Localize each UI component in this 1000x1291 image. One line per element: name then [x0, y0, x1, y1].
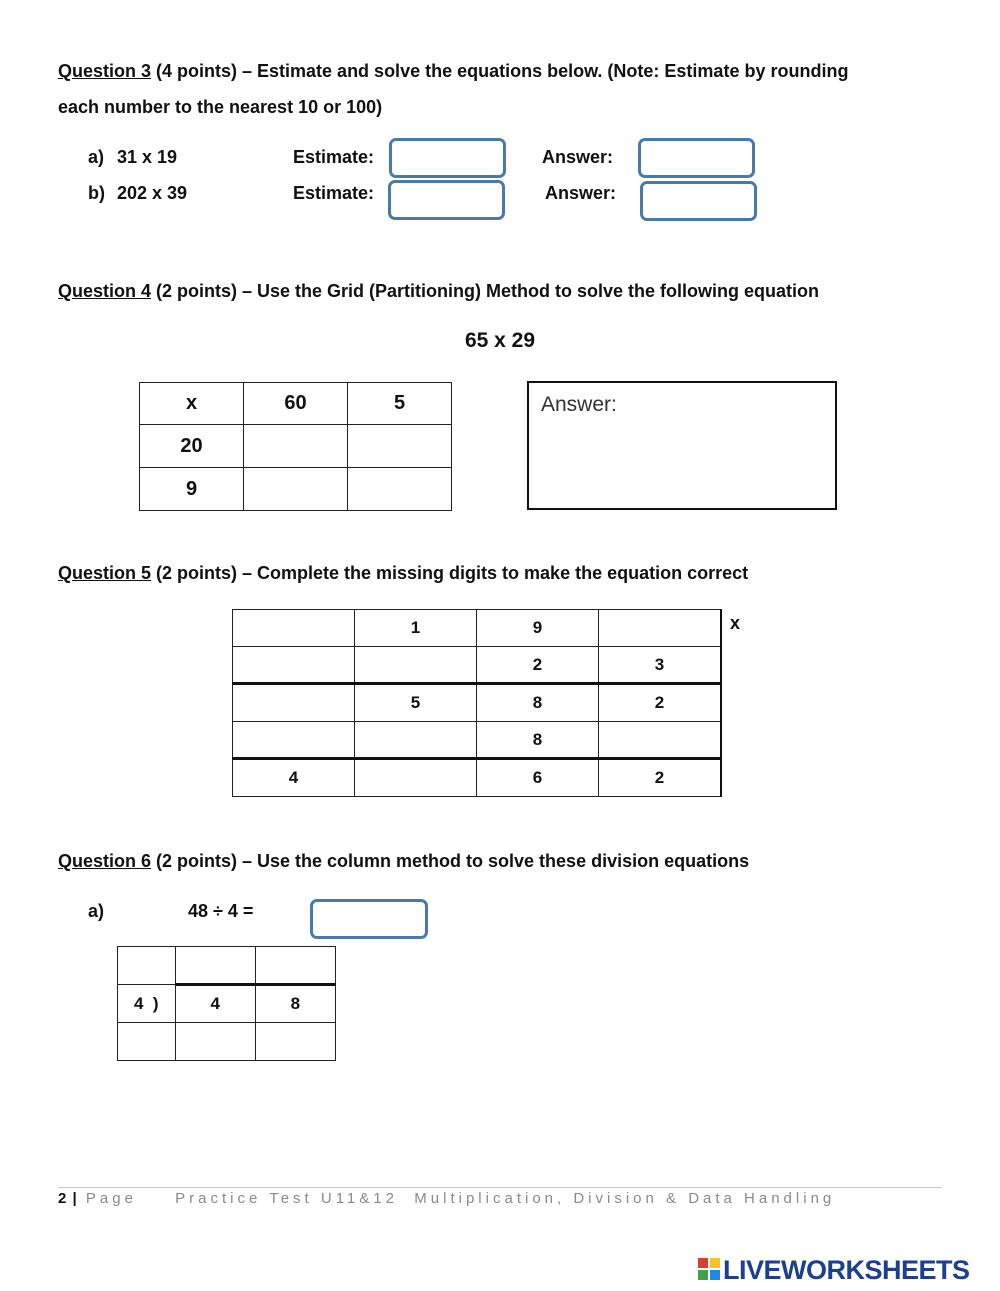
q5-cell[interactable]: [233, 722, 355, 759]
q5-cell: 1: [355, 610, 477, 647]
q5-cell[interactable]: [233, 684, 355, 722]
q5-cell[interactable]: [355, 722, 477, 759]
q3a-label: a): [88, 147, 105, 167]
q4-grid-header-5: 5: [348, 383, 452, 425]
q5-cell[interactable]: [599, 722, 722, 759]
document-title: Practice Test U11&12 Multiplication, Division & Data Handling: [175, 1190, 836, 1207]
q4-answer-label: Answer:: [541, 393, 617, 416]
q6-cell[interactable]: [255, 947, 335, 985]
q3b-label: b): [88, 183, 105, 203]
q3b-answer-label: Answer:: [545, 183, 617, 203]
q3a-answer-label: Answer:: [542, 147, 614, 167]
q3-label: Question 3: [58, 61, 152, 81]
q5-cell: 2: [599, 759, 722, 797]
footer-divider: [58, 1187, 942, 1188]
q3b-expression: 202 x 39: [117, 183, 188, 203]
q3-title: [58, 61, 958, 82]
q6-instructions: (2 points) – Use the column method to solve these division equations: [151, 851, 750, 871]
q5-cell: 3: [599, 647, 722, 684]
q6-cell[interactable]: [118, 1023, 176, 1061]
q3b-answer-input[interactable]: [640, 181, 757, 221]
q6-division-grid: [117, 946, 336, 1061]
q5-title: [58, 563, 958, 584]
q6a-expression: 48 ÷ 4 =: [188, 901, 254, 921]
q5-cell: 2: [477, 647, 599, 684]
q4-instructions: (2 points) – Use the Grid (Partitioning) Method to solve the following equation: [151, 281, 820, 301]
q5-cell[interactable]: [233, 647, 355, 684]
q5-cell: 6: [477, 759, 599, 797]
page-word: Page: [85, 1190, 137, 1207]
q4-grid-cell[interactable]: [348, 425, 452, 468]
q3b-estimate-label: Estimate:: [293, 183, 375, 203]
q3a-answer-input[interactable]: [638, 138, 755, 178]
q5-cell[interactable]: [233, 610, 355, 647]
q4-equation: 65 x 29: [464, 329, 536, 352]
q4-grid-header-60: 60: [244, 383, 348, 425]
q5-grid: [232, 609, 722, 797]
q5-cell: 8: [477, 684, 599, 722]
q5-operator: x: [730, 613, 741, 633]
q4-label: Question 4: [58, 281, 152, 301]
q5-instructions: (2 points) – Complete the missing digits to make the equation correct: [151, 563, 749, 583]
q4-grid-row-9: 9: [140, 468, 244, 511]
q6-label: Question 6: [58, 851, 152, 871]
q3a-estimate-input[interactable]: [389, 138, 506, 178]
q6-dividend-digit: 8: [255, 985, 335, 1023]
q5-cell: 5: [355, 684, 477, 722]
page-number: 2 |: [58, 1190, 78, 1207]
q6-cell[interactable]: [118, 947, 176, 985]
q5-cell: 4: [233, 759, 355, 797]
q5-cell: 2: [599, 684, 722, 722]
q4-title: [58, 281, 958, 302]
q5-cell: 8: [477, 722, 599, 759]
logo-blocks-icon: [698, 1258, 720, 1280]
page-footer: [58, 1190, 835, 1207]
q3a-expression: 31 x 19: [117, 147, 178, 167]
q6-cell[interactable]: [175, 947, 255, 985]
q6-dividend-digit: 4: [175, 985, 255, 1023]
q4-grid: [139, 382, 452, 511]
q4-answer-box[interactable]: [527, 381, 837, 510]
logo-block-icon: [710, 1258, 720, 1268]
brand-name: LIVEWORKSHEETS: [723, 1255, 970, 1285]
q5-cell[interactable]: [599, 610, 722, 647]
q6a-answer-input[interactable]: [310, 899, 428, 939]
q3a-estimate-label: Estimate:: [293, 147, 375, 167]
logo-block-icon: [698, 1258, 708, 1268]
q6-cell[interactable]: [255, 1023, 335, 1061]
q5-cell[interactable]: [355, 759, 477, 797]
q5-label: Question 5: [58, 563, 152, 583]
q3b-estimate-input[interactable]: [388, 180, 505, 220]
q6-title: [58, 851, 958, 872]
q4-grid-cell[interactable]: [244, 425, 348, 468]
q5-cell[interactable]: [355, 647, 477, 684]
logo-block-icon: [698, 1270, 708, 1280]
logo-block-icon: [710, 1270, 720, 1280]
q4-grid-cell[interactable]: [348, 468, 452, 511]
q6a-label: a): [88, 901, 105, 921]
q6-cell[interactable]: [175, 1023, 255, 1061]
q3-instructions: (4 points) – Estimate and solve the equations below. (Note: Estimate by rounding: [151, 61, 849, 81]
q5-cell: 9: [477, 610, 599, 647]
q4-grid-cell[interactable]: [244, 468, 348, 511]
q4-grid-header-x: x: [140, 383, 244, 425]
q6-divisor: 4 ): [118, 985, 176, 1023]
q3-instructions-line2: each number to the nearest 10 or 100): [58, 97, 383, 117]
q4-grid-row-20: 20: [140, 425, 244, 468]
